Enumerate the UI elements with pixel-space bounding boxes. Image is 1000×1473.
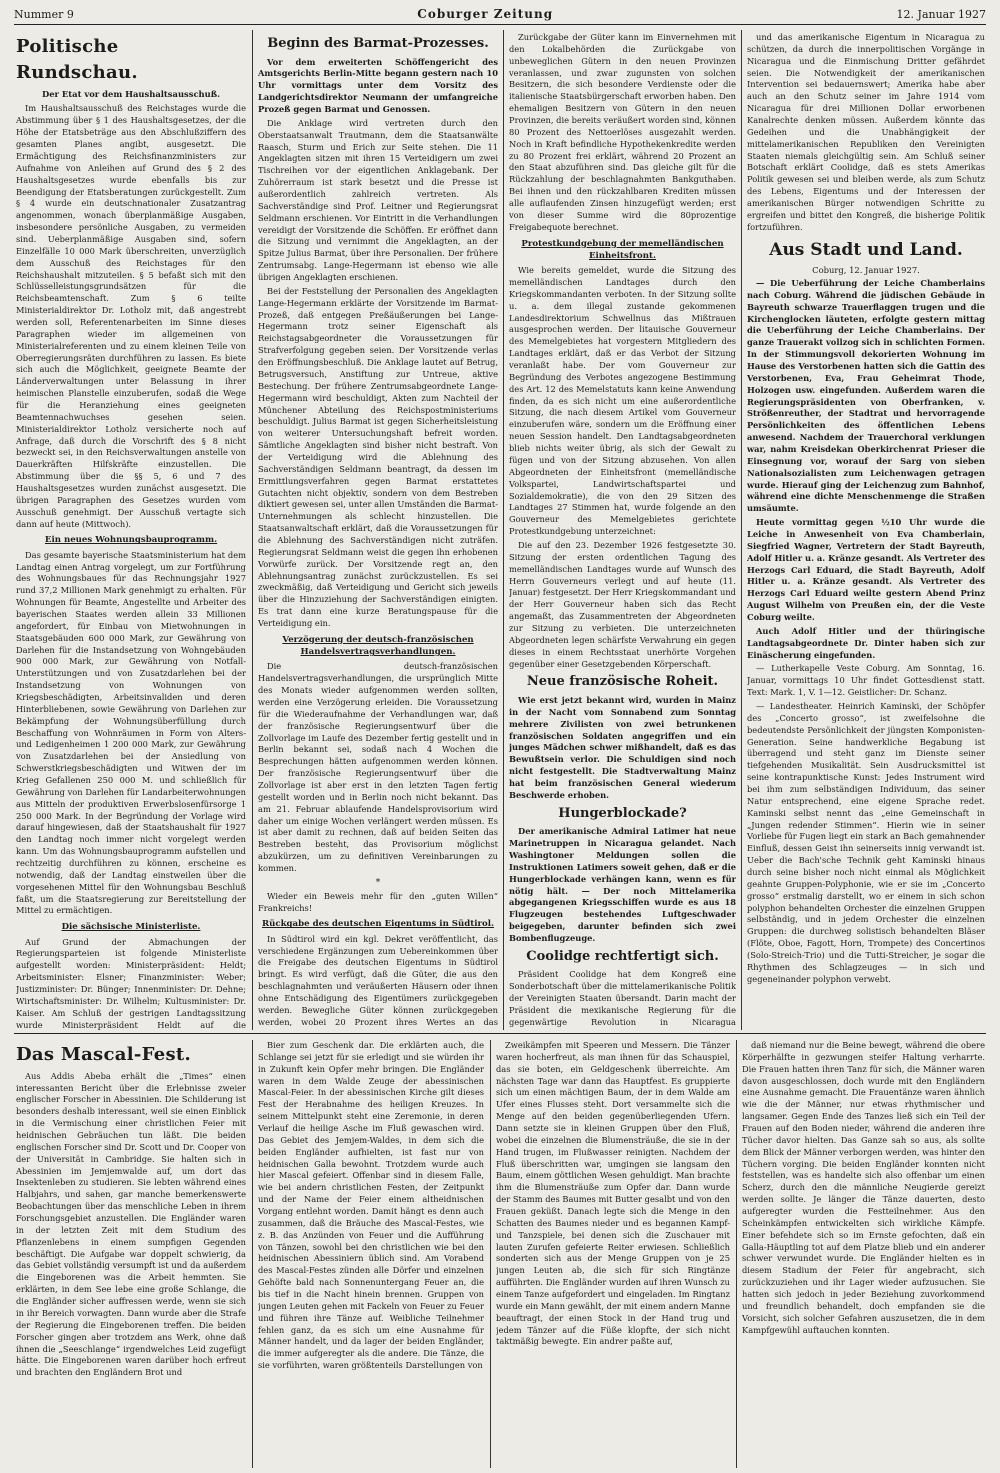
article-title: Coolidge rechtfertigt sich. (526, 948, 719, 964)
article-paragraph: Bei der Feststellung der Personalien des Angeklagten Lange-Hegermann erklärte der Vorsitzende im Barmat-Prozeß, daß entgegen Preßäußerungen bei Lange-Hegermann trotz seiner Eigenschaft als Reichstagsabgeordneter die Voraussetzungen für Strafverfolgung gegeben seien. Der Vorsitzende verlas den Eröffnungsbeschluß. Die Anklage lautet auf Betrug, Betrugsversuch, Anstiftung zur Untreue, aktive Bestechung. Der frühere Zentrumsabgeordnete Lange-Hegermann wird beschuldigt, Akten zum Nachteil der Münchener Abteilung des Reichspostministeriums beschuldigt. Julius Barmat ist gegen Sicherheitsleistung von weiterer Untersuchungshaft befreit worden. Sämtliche Angeklagten sind bisher nicht bestraft. Von der Verteidigung wird die Ablehnung des Sachverständigen Seldmann beantragt, da dessen im Ermittlungsverfahren gegen Barmat erstattetes Gutachten nicht objektiv, sondern von dem Bestreben diktiert gewesen sei, unter allen Umständen die Barmat-Unternehmungen als schlecht hinzustellen. Die Staatsanwaltschaft erklärt, daß die Voraussetzungen für die Ablehnung des Sachverständigen nicht zuträfen. Regierungsrat Seldmann weist die gegen ihn erhobenen Vorwürfe zurück. Der Vorsitzende regt an, den Ablehnungsantrag zunächst zurückzustellen. Es sei zweckmäßig, daß Verteidigung und Gericht sich jeweils über die Hinzuziehung der Sachverständigen einigten. Es trat dann eine kurze Beratungspause für die Verteidigung ein. (258, 285, 498, 628)
article-paragraph: Zweikämpfen mit Speeren und Messern. Die Tänzer waren hocherfreut, als man ihnen für das Schauspiel, das sie boten, ein Geldgeschenk überreichte. Am nächsten Tage war dann das Hauptfest. Es gruppierte sich um einen mächtigen Baum, der in dem Walde am Ufer eines Flusses steht. Dort versammelte sich die Menge auf den beiden gegenüberliegenden Ufern. Dann setzte sie in kleinen Gruppen über den Fluß, wobei die einzelnen die Blumensträuße, die sie in der Hand trugen, im Flußwasser reinigten. Nachdem der Fluß überschritten war, umgingen sie langsam den Baum, einem göttlichen Wesen gehuldigt. Man brachte ihm die Blumensträuße zum Opfer dar. Dann wurde der Stamm des Baumes mit Butter gesalbt und von den Frauen geküßt. Danach legte sich die Menge in den Schatten des Baumes nieder und es begannen Kampf- und Tanzspiele, bei denen sich die Zuschauer mit lauten Zurufen gefeierte Reiter erwiesen. Schließlich sonderten sich aus der Menge Gruppen von je 25 jungen Leuten ab, die sich für sich Ringtänze aufführten. Die Engländer wurden auf ihren Wunsch zu einem Tanze aufgefordert und eingeladen. Im Ringtanz wurde ein Mann gewählt, der mit einem andern Manne beauftragt, der einen Stock in der Hand trug und jedem Tänzer auf die Füße klopfte, der sich nicht taktmäßig bewegte. Ein andrer paßte auf, (496, 1040, 730, 1347)
article-paragraph: und das amerikanische Eigentum in Nicaragua zu schützen, da durch die innerpolitischen Vorgänge in Nicaragua und die Einmischung Dritter gefährdet seien. Die Notwendigkeit der amerikanischen Intervention sei bedauernswert; Amerika habe aber auch an den Schutz seiner im Jahre 1914 vom Nicaragua für drei Millionen Dollar erworbenen Kanalrechte denken müssen. Außerdem könnte das Gedeihen und die Unabhängigkeit der mittelamerikanischen Republiken den Vereinigten Staaten niemals gleichgültig sein. Am Schluß seiner Botschaft erklärt Coolidge, daß es stets Amerikas Politik gewesen sei und bleiben werde, als zum Schutz des Lebens, Eigentums und der Interessen der amerikanischen Bürger notwendigen Schritte zu ergreifen und bittet den Kongreß, die bisherige Politik fortzuführen. (747, 32, 985, 232)
article-paragraph: Die deutsch-französischen Handelsvertragsverhandlungen, die ursprünglich Mitte des Monats wieder aufgenommen werden sollten, werden eine Verzögerung erleiden. Die Voraussetzung für die Wiederaufnahme der Verhandlungen war, daß der französische Regierungsentwurf über die Zollvorlage im Laufe des Dezember fertig gestellt und in Berlin bekannt sei, sodaß nach 4 Wochen die Besprechungen hätten aufgenommen werden können. Der französische Regierungsentwurf über die Zollvorlage ist aber erst in den letzten Tagen fertig gestellt worden und in Berlin noch nicht bekannt. Das am 21. Februar ablaufende Handelsprovisorium wird daher um einige Wochen verlängert werden müssen. Es ist aber damit zu rechnen, daß auf beiden Seiten das Bestreben besteht, das Provisorium möglichst abzukürzen, um zu definitiven Vereinbarungen zu kommen. (258, 661, 498, 873)
article-heading: Verzögerung der deutsch-französischen Handelsvertragsverhandlungen. (282, 634, 474, 658)
section-title: Politische Rundschau. (16, 36, 138, 83)
article-title: Beginn des Barmat-Prozesses. (267, 36, 489, 51)
column-aus-stadt-und-land (747, 32, 985, 1030)
article-paragraph: Die auf den 23. Dezember 1926 festgesetzte 30. Sitzung der ersten ordentlichen Tagung des memelländischen Landtages wurde auf Wunsch des Herrn Gouverneurs verlegt und auf heute (11. Januar) festgesetzt. Der Herr Kriegskommandant und der Herr Gouverneur haben sich das Recht angemaßt, das Zusammentreten der Abgeordneten zur Sitzung zu verbieten. Die unterzeichneten Abgeordneten legen schärfste Verwahrung ein gegen dieses in einem Rechtsstaat unerhörte Vorgehen gegenüber einer Gesetzgebenden Körperschaft. (509, 539, 736, 669)
dateline: Coburg, 12. Januar 1927. (812, 264, 920, 275)
column-rule (490, 1040, 491, 1468)
article-heading: Ein neues Wohnungsbauprogramm. (44, 535, 218, 546)
feuilleton-column-3 (496, 1040, 730, 1468)
issue-number: Nummer 9 (14, 7, 74, 21)
issue-date: 12. Januar 1927 (896, 7, 986, 21)
article-paragraph: — Landestheater. Heinrich Kaminski, der Schöpfer des „Concerto grosso“, ist zweifelsohne die bedeutendste Persönlichkeit der jüngsten Komponisten-Generation. Seine handwerkliche Begabung ist überragend und steht ganz im Dienste seiner tiefgehenden Musikalität. Sein Ausdrucksmittel ist seine kontrapunktische Kunst: Jedes Instrument wird bei ihm zum selbständigen Individuum, das seiner Natur entsprechend, eine eigene Sprache redet. Kaminski selbst nennt das „eine Gemeinschaft in „Jungen redender Stimmen“. Hierin wie in seiner Vorliebe für Fugen liegt ein stark an Bach gemahnender Einfluß, dessen Geist ihn seinerseits innig verwandt ist. Ueber die Bach'sche Technik geht Kaminski hinaus durch seine bisher noch nicht einmal als Möglichkeit geahnte Gruppen-Polyphonie, wie er sie im „Concerto grosso“ erstmalig darstellt, wo er einem in sich schon polyphon behandelten Orchester die einzelnen Gruppen selbständig, und in jedem Orchester die einzelnen Gruppen: die durchweg solistisch behandelten Bläser (Flöte, Oboe, Fagott, Horn, Trompete) des Concertinos (Solo-Streich-Trio) und die Tutti-Streicher, je sogar die Rhythmen des Schlagzeuges — in sich und gegeneinander polyphon verwebt. (747, 701, 985, 984)
article-paragraph: — Lutherkapelle Veste Coburg. Am Sonntag, 16. Januar, vormittags 10 Uhr findet Gottesdienst statt. Text: Mark. 1, V. 1—12. Geistlicher: Dr. Schanz. (747, 663, 985, 698)
article-paragraph: Der amerikanische Admiral Latimer hat neue Marinetruppen in Nicaragua gelandet. Nach Washingtoner Meldungen sollen die Instruktionen Latimers soweit gehen, daß er die Hungerblockade verhängen kann, wenn es für nötig hält. — Der noch Mittelamerika abgegangenen Kriegsschiffen wurde es aus 18 Flugzeugen bestehendes Luftgeschwader beigegeben, darunter befinden sich zwei Bombenflugzeuge. (509, 826, 736, 944)
column-rule (736, 1040, 737, 1468)
section-title: Aus Stadt und Land. (769, 239, 963, 260)
article-paragraph: In Südtirol wird ein kgl. Dekret veröffentlicht, das verschiedene Ergänzungen zum Uebereinkommen über die Freigabe des deutschen Eigentums in Südtirol bringt. Es wird verfügt, daß die Güter, die aus den beschlagnahmten und veräußerten Häusern oder ihnen ohne Entschädigung des Eigentümers zurückgegeben werden. Bewegliche Güter können zurückgegeben werden, wobei 20 Prozent ihres Wertes an das (258, 933, 498, 1027)
article-heading: Der Etat vor dem Haushaltsausschuß. (41, 89, 221, 100)
column-memel-nicaragua (509, 32, 736, 1030)
article-paragraph: daß niemand nur die Beine bewegt, während die obere Körperhälfte in gezwungen steifer Haltung verharrte. Die Frauen hatten ihren Tanz für sich, die Männer waren davon ausgeschlossen, doch wurde mit den Engländern eine Ausnahme gemacht. Die Frauentänze waren ähnlich wie die der Männer, nur etwas rhythmischer und langsamer. Gegen Ende des Tanzes ließ sich ein Teil der Frauen auf den Boden nieder, während die anderen ihre Tücher davor hielten. Das Ganze sah so aus, als sollte dem Blick der Männer verborgen werden, was hinter den Tüchern vorging. Die beiden Engländer konnten nicht feststellen, was es handelte sich also offenbar um einen Scherz, durch den die männliche Neugierde gereizt werden sollte. Je länger die Tänze dauerten, desto aufgeregter wurden die Festteilnehmer. Aus den Scheinkämpfen entwickelten sich wirkliche Kämpfe. Einer befehdete sich so im Ernste gefochten, daß ein Galla-Häuptling tot auf dem Platze blieb und ein anderer schwer verwundet wurde. Die Engländer hielten es in diesem Stadium der Feier für angebracht, sich zurückzuziehen und ihr Lager wieder aufzusuchen. Sie hatten sich jedoch in jeder Beziehung zuvorkommend und freundlich behandelt, doch empfanden sie die Vorsicht, sich solcher Gefahren auszusetzen, die in dem Kampfgewühl auftauchen konnten. (742, 1040, 985, 1335)
article-title: Hungerblockade? (558, 805, 687, 821)
article-paragraph: Im Haushaltsausschuß des Reichstages wurde die Abstimmung über § 1 des Haushaltsgesetzes, der die Höhe der Etatsbeträge aus den Abschlußziffern des gesamten Planes angibt, ausgesetzt. Die Ermächtigung des Reichsfinanzministers zur Aufnahme von Anleihen auf Grund des § 2 des Haushaltsgesetzes wurde ebenfalls bis zur Beendigung der Etatsberatungen zurückgestellt. Zum § 4 wurde ein deutschnationaler Zusatzantrag angenommen, wonach überplanmäßige Ausgaben, insbesondere persönliche Ausgaben, zu vermeiden sind. Ueberplanmäßige Ausgaben sind, sofern Einzelfälle 10 000 Mark überschreiten, unverzüglich dem Ausschuß des Reichstages für den Reichshaushalt mitzuteilen. § 5 befaßt sich mit den Schlüsselleistungsgrundsätzen für die Reichsbeamtenschaft. Zum § 6 teilte Ministerialdirektor Dr. Lotholz mit, daß angestrebt werden soll, Referentenarbeiten im Sinne dieses Paragraphen wieder im allgemeinen von Ministerialreferenten und zu einem kleinen Teile von Oberregierungsräten durchführen zu lassen. Es biete sich auch die Möglichkeit, geeignete Beamte der Länderverwaltungen unter Belassung in ihrer heimischen Planstelle einzuberufen, sodaß die Wege für die Heranziehung eines geeigneten Beamtennachwuchses gesehen seien. Ministerialdirektor Lotholz versicherte noch auf Anfrage, daß durch die Vorschrift des § 8 nicht bezweckt sei, in den Reichsverwaltungen anstelle von Dauerkräften Hilfskräfte einzustellen. Die Abstimmung über die §§ 5, 6 und 7 des Haushaltsgesetzes wurden zunächst ausgesetzt. Die übrigen Paragraphen des Gesetzes wurden vom Ausschuß genehmigt. Der Ausschuß vertagte sich dann auf heute (Mittwoch). (16, 103, 246, 529)
article-paragraph: — Die Ueberführung der Leiche Chamberlains nach Coburg. Während die jüdischen Gebäude in Bayreuth schwarze Trauerflaggen trugen und die Kirchenglocken läuteten, erfolgte gestern mittag die Ueberführung der Leiche Chamberlains. Der ganze Trauerakt vollzog sich in schlichten Formen. In der Stimmungsvoll dekorierten Wohnung im Hause des Verstorbenen hatten sich die Gattin des Verstorbenen, Eva, Frau Geheimrat Thode, Holzogen usw. eingefunden. Außerdem waren die Regierungspräsidenten von Oberfranken, v. Strößenreuther, der Stadtrat und hervorragende Persönlichkeiten des öffentlichen Lebens anwesend. Nachdem der Trauerchoral verklungen war, nahm Kreisdekan Oberkirchenrat Prieser die Einsegnung vor, worauf der Sarg von sieben Nationalsozialisten zum Leichenwagen getragen wurde. Hierauf ging der Leichenzug zum Bahnhof, während eine dichte Menschenmenge die Straßen umsäumte. (747, 277, 985, 514)
column-barmat-prozess (258, 32, 498, 1030)
article-paragraph: Aus Addis Abeba erhält die „Times“ einen interessanten Bericht über die Erlebnisse zweier englischer Forscher in Abessinien. Die Schilderung ist besonders deshalb interessant, weil sie einen Einblick in die Vermischung einer christlichen Feier mit heidnischen Gebräuchen tun läßt. Die beiden englischen Forscher sind Dr. Scott und Dr. Cooper von der Universität in Cambridge. Sie halten sich in Abessinien im Jemjemwalde auf, um dort das Insektenleben zu studieren. Sie lebten während eines Halbjahrs, und sahen, gar manche bemerkenswerte Beobachtungen über das menschliche Leben in ihrem Forschungsgebiet anzustellen. Die Engländer waren in der letzten Zeit mit dem Studium des Pflanzenlebens in einem sumpfigen Gegenden beschäftigt. Die Aufgabe war doppelt schwierig, da das Gebiet vollständig versumpft ist und da außerdem die Eingeborenen was die Arbeit hemmten. Sie erklärten, in dem See lebe eine große Schlange, die die Engländer sicher auffressen werde, wenn sie sich in ihr Bereich vorwagten. Dann wurde aber die Strafe der Regierung die Eingeborenen treffen. Die beiden Forscher gingen aber trotzdem ans Werk, ohne daß ihnen die „Seeschlange“ irgendwelches Leid zugefügt hätte. Die Eingeborenen waren darüber hoch erfreut und brachten den Engländern Brot und (16, 1070, 246, 1378)
feuilleton-column-1 (16, 1040, 246, 1468)
article-paragraph: Wie bereits gemeldet, wurde die Sitzung des memelländischen Landtages durch den Kriegskommandanten verboten. In der Sitzung sollte u. a. dem illegal zustande gekommenen Landesdirektorium Schwellnus das Mißtrauen ausgesprochen werden. Der litauische Gouverneur des Memelgebietes hat vorgestern Mitgliedern des Landtages erklärt, daß er das Verbot der Sitzung veranlaßt habe. Der vom Gouverneur zur Begründung des Verbotes angezogene Bestimmung des Art. 12 des Memelstatuts kann keine Anwendung finden, da es sich nicht um eine außerordentliche Sitzung, die nach diesem Artikel vom Gouverneur einzuberufen wäre, sondern um die Eröffnung einer neuen Session handelt. Den Landtagsabgeordneten blieb nichts weiter übrig, als sich der Gewalt zu fügen und von der Sitzung abzusehen. Von allen Abgeordneten der Einheitsfront (memelländische Volkspartei, Landwirtschaftspartei und Sozialdemokratie), die von den 29 Sitzen des Landtages 27 Stimmen hat, wurde folgende an den Gouverneur des Memelgebietes gerichtete Protestkundgebung unterzeichnet: (509, 265, 736, 537)
masthead (14, 4, 986, 25)
article-heading: Protestkundgebung der memelländischen Einheitsfront. (521, 238, 724, 261)
column-rule (503, 30, 504, 1030)
article-paragraph: Präsident Coolidge hat dem Kongreß eine Sonderbotschaft über die mittelamerikanische Politik der Vereinigten Staaten übersandt. Darin macht der Präsident die mexikanische Regierung für die gegenwärtige Revolution in Nicaragua (509, 969, 736, 1027)
article-heading: Die sächsische Ministerliste. (61, 922, 201, 933)
feuilleton-title: Das Mascal-Fest. (16, 1044, 192, 1065)
feuilleton-column-2 (258, 1040, 484, 1468)
article-paragraph: Die Anklage wird vertreten durch den Oberstaatsanwalt Trautmann, dem die Staatsanwälte Raasch, Sturm und Erich zur Seite stehen. Die 11 Angeklagten sitzen mit ihren 15 Verteidigern um zwei Tischreihen vor der eigentlichen Anklagebank. Der Zuhörerraum ist stark besetzt und die Presse ist außerordentlich zahlreich vertreten. Als Sachverständige sind Prof. Leitner und Regierungsrat Seldmann erschienen. Vor Eintritt in die Verhandlungen vereidigt der Vorsitzende die Schöffen. Er eröffnet dann die Sitzung und vernimmt die Angeklagten, an der Spitze Julius Barmat, über ihre Personalien. Der frühere Zentrumsabg. Lange-Hegermann ist ebenso wie alle übrigen Angeklagten erschienen. (258, 117, 498, 283)
feuilleton-column-4 (742, 1040, 985, 1468)
article-paragraph: Wie erst jetzt bekannt wird, wurden in Mainz in der Nacht vom Sonnabend zum Sonntag mehrere Zivilisten von zwei betrunkenen französischen Soldaten angegriffen und ein junges Mädchen schwer mißhandelt, daß es das Bewußtsein verlor. Die Schuldigen sind noch nicht festgestellt. Die Stadtverwaltung Mainz hat beim französischen General wiederum Beschwerde erhoben. (509, 694, 736, 800)
column-rule (252, 1040, 253, 1468)
article-paragraph: Das gesamte bayerische Staatsministerium hat dem Landtag einen Antrag vorgelegt, um zur Fortführung des Wohnungsbaues für das Rechnungsjahr 1927 rund 37,2 Millionen Mark genehmigt zu erhalten. Für Wohnungen für Beamte, Angestellte und Arbeiter des bayerischen Staates werden allein 33 Millionen angefordert, für Einbau von Mietwohnungen in Staatsgebäuden 600 000 Mark, zur Gewährung von Darlehen für die Instandsetzung von Wohngebäuden 900 000 Mark, zur Gewährung von Notfall-Unterstützungen und von Zusatzdarlehen bei der Instandsetzung von Wohnungen von Kriegsbeschädigten, Arbeitsinvaliden und deren Hinterbliebenen, sowie Gewährung von Darlehen zur Bekämpfung der Wohnungsüberfüllung durch Beschaffung von Wohnräumen in Form von Alters- und Ledigenheimen 1 200 000 Mark, zur Gewährung von Zusatzdarlehen bei der Ansiedlung von Schwerstkriegsbeschädigten und Witwen der im Krieg Gefallenen 250 000 M. und schließlich für Gewährung von Darlehen für Landarbeiterwohnungen aus Mitteln der produktiven Erwerbslosenfürsorge 1 250 000 Mark. In der Begründung der Vorlage wird darauf hingewiesen, daß der Staatshaushalt für 1927 den Landtag noch immer nicht vorgelegt werden kann. Um das Wohnungsbauprogramm aufstellen und rechtzeitig durchführen zu können, erscheine es notwendig, daß der Landtag einstweilen über die vorgesehenen Mittel für den Wohnungsbau Beschluß faßt, um die Staatsregierung zur Bereitstellung der Mittel zu ermächtigen. (16, 549, 246, 916)
article-title: Neue französische Roheit. (526, 674, 719, 690)
separator-star: * (375, 877, 381, 888)
article-paragraph: Wieder ein Beweis mehr für den „guten Willen“ Frankreichs! (258, 890, 498, 913)
article-paragraph: Auch Adolf Hitler und der thüringische Landtagsabgeordnete Dr. Dinter haben sich zur Einäscherung eingefunden. (747, 625, 985, 660)
article-heading: Rückgabe des deutschen Eigentums in Südtirol. (261, 919, 495, 930)
article-paragraph: Zurückgabe der Güter kann im Einvernehmen mit den Lokalbehörden die Zurückgabe von unbeweglichen Gütern in den neuen Provinzen veranlassen, und zwar zugunsten von solchen Besitzern, die sich besondere Verdienste oder die italienische Staatsbürgerschaft erworben haben. Den ehemaligen Besitzern von Gütern in den neuen Provinzen, die bereits veräußert worden sind, können 80 Prozent des Nettoerlöses ausgezahlt werden. Noch in Kraft befindliche Hypothekenkredite werden zu 80 Prozent frei erklärt, während 20 Prozent an den Staat abzuführen sind. Das gleiche gilt für die Rückzahlung der beschlagnahmten Bankguthaben. Bei ihnen und den rückzahlbaren Krediten müssen alle auflaufenden Zinsen hinzugefügt werden; erst von dieser Summe wird die 80prozentige Freigabequote berechnet. (509, 32, 736, 232)
article-paragraph: Heute vormittag gegen ½10 Uhr wurde die Leiche in Anwesenheit von Eva Chamberlain, Siegfried Wagner, Vertretern der Stadt Bayreuth, Adolf Hitler u. a. Kränze gesandt. Als Vertreter des Herzogs Carl Eduard, die Stadt Bayreuth, Adolf Hitler u. a. Kränze gesandt. Als Vertreter des Herzogs Carl Eduard weilte gestern Abend Prinz August Wilhelm von Preußen ein, der die Veste Coburg weilte. (747, 517, 985, 622)
column-rule (741, 30, 742, 1030)
article-paragraph: Auf Grund der Abmachungen der Regierungsparteien ist folgende Ministerliste aufgestellt worden: Ministerpräsident: Heldt; Arbeitsminister: Elsner; Finanzminister: Weber; Justizminister: Dr. Bünger; Innenminister: Dr. Dehne; Wirtschaftsminister: Dr. Wilhelm; Kultusminister: Dr. Kaiser. Am Schluß der gestrigen Landtagssitzung wurde Ministerpräsident Heldt auf die (16, 936, 246, 1030)
column-rule (252, 30, 253, 1030)
column-politische-rundschau (16, 32, 246, 1030)
article-paragraph: Bier zum Geschenk dar. Die erklärten auch, die Schlange sei jetzt für sie erledigt und sie würden ihr in Zukunft kein Opfer mehr bringen. Die Engländer waren in dem Walde Zeuge der abessinischen Mascal-Feier. In der abessinischen Kirche gilt dieses Fest der Herabnahme des heiligen Kreuzes. In seinem Mittelpunkt steht eine Zeremonie, in deren Verlauf die heilige Asche im Fluß gewaschen wird. Das Gebiet des Jemjem-Waldes, in dem sich die beiden Engländer aufhielten, ist fast nur von heidnischen Galla bewohnt. Trotzdem wurde auch hier Mascal gefeiert. Offenbar sind in diesem Falle, wie bei andern christlichen Festen, der Zeitpunkt und der Name der Feier einem altheidnischen Vorgang entlehnt worden. Damit hängt es denn auch zusammen, daß die Bräuche des Mascal-Festes, wie z. B. das Anzünden von Feuer und die Aufführung von Tänzen, sowohl bei den christlichen wie bei den heidnischen Abessiniern üblich sind. Am Vorabend des Mascal-Festes zünden alle Dörfer und einzelnen Gehöfte bald nach Sonnenuntergang Feuer an, die bis tief in die Nacht hinein brennen. Gruppen von jungen Leuten gehen mit Fackeln von Feuer zu Feuer und führen ihre Tänze auf. Weibliche Teilnehmer fehlen ganz, da es sich um eine Ausnahme für Männer handelt, und da lager der beiden Engländer, die immer aufgeregter als die andere. Die Tänze, die sie vorführten, waren größtenteils Darstellungen von (258, 1040, 484, 1371)
newspaper-name: Coburger Zeitung (417, 7, 554, 21)
feuilleton-divider (14, 1033, 986, 1034)
article-lead: Vor dem erweiterten Schöffengericht des Amtsgerichts Berlin-Mitte begann gestern nach 10 Uhr vormittags unter dem Vorsitz des Landgerichtsdirektor Neumann der umfangreiche Prozeß gegen Barmat und Genossen. (258, 56, 498, 115)
